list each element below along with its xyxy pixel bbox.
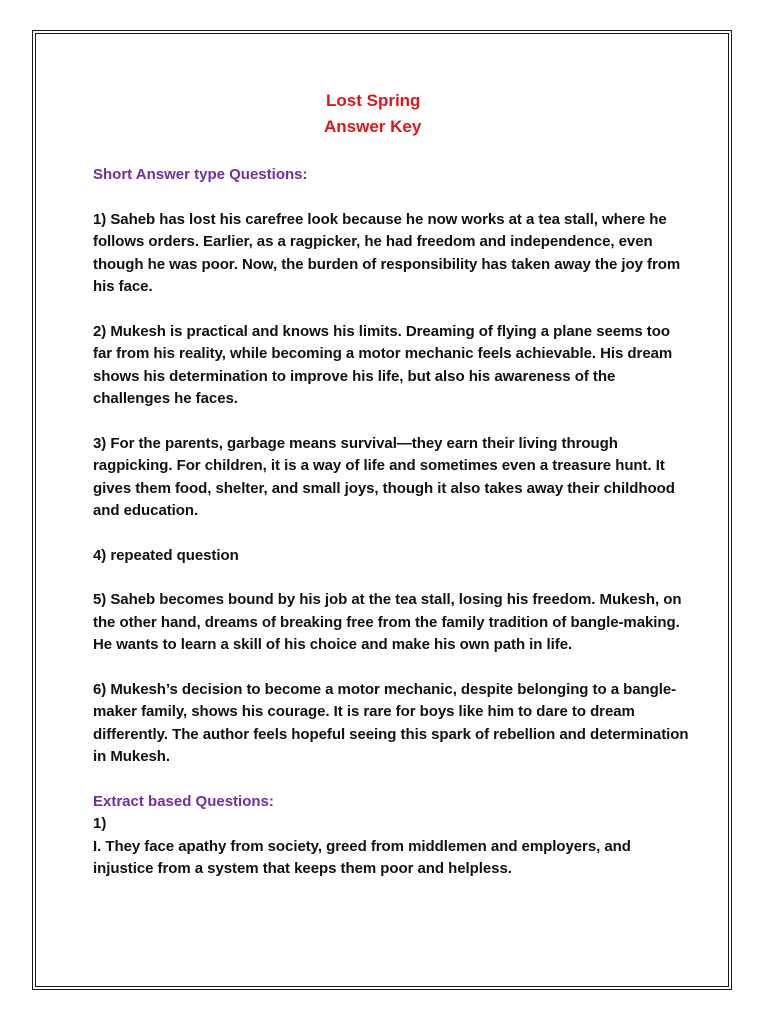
title-block [93, 88, 693, 140]
answer-2: 2) Mukesh is practical and knows his limits. Dreaming of flying a plane seems too far from his reality, while becoming a motor mechanic feels achievable. His dream shows his determination to improve his life, but also his awareness of the challenges he faces. [93, 322, 673, 407]
answer-6: 6) Mukesh’s decision to become a motor mechanic, despite belonging to a bangle-maker family, shows his courage. It is rare for boys like him to dare to dream differently. The author feels hopeful seeing this spark of rebellion and determination in Mukesh. [93, 680, 689, 765]
extract-answer-1: I. They face apathy from society, greed from middlemen and employers, and injustice from a system that keeps them poor and helpless. [93, 837, 631, 877]
document-content [93, 88, 693, 903]
extract-heading: Extract based Questions: [93, 792, 274, 810]
answer-1: 1) Saheb has lost his carefree look because he now works at a tea stall, where he follows orders. Earlier, as a ragpicker, he had freedom and independence, even though he was poor. Now, the burden of responsibility has taken away the joy from his face. [93, 210, 681, 295]
answer-4: 4) repeated question [93, 546, 239, 564]
page-title: Lost Spring [326, 91, 421, 110]
page-subtitle: Answer Key [324, 117, 422, 136]
answer-3: 3) For the parents, garbage means survival—they earn their living through ragpicking. For children, it is a way of life and sometimes even a treasure hunt. It gives them food, shelter, and small joys, though it also takes away their childhood and education. [93, 434, 675, 519]
short-answer-heading: Short Answer type Questions: [93, 166, 308, 183]
answer-5: 5) Saheb becomes bound by his job at the tea stall, losing his freedom. Mukesh, on the other hand, dreams of breaking free from the family tradition of bangle-making. He wants to learn a skill of his choice and make his own path in life. [93, 591, 682, 653]
extract-question-number: 1) [93, 815, 107, 832]
